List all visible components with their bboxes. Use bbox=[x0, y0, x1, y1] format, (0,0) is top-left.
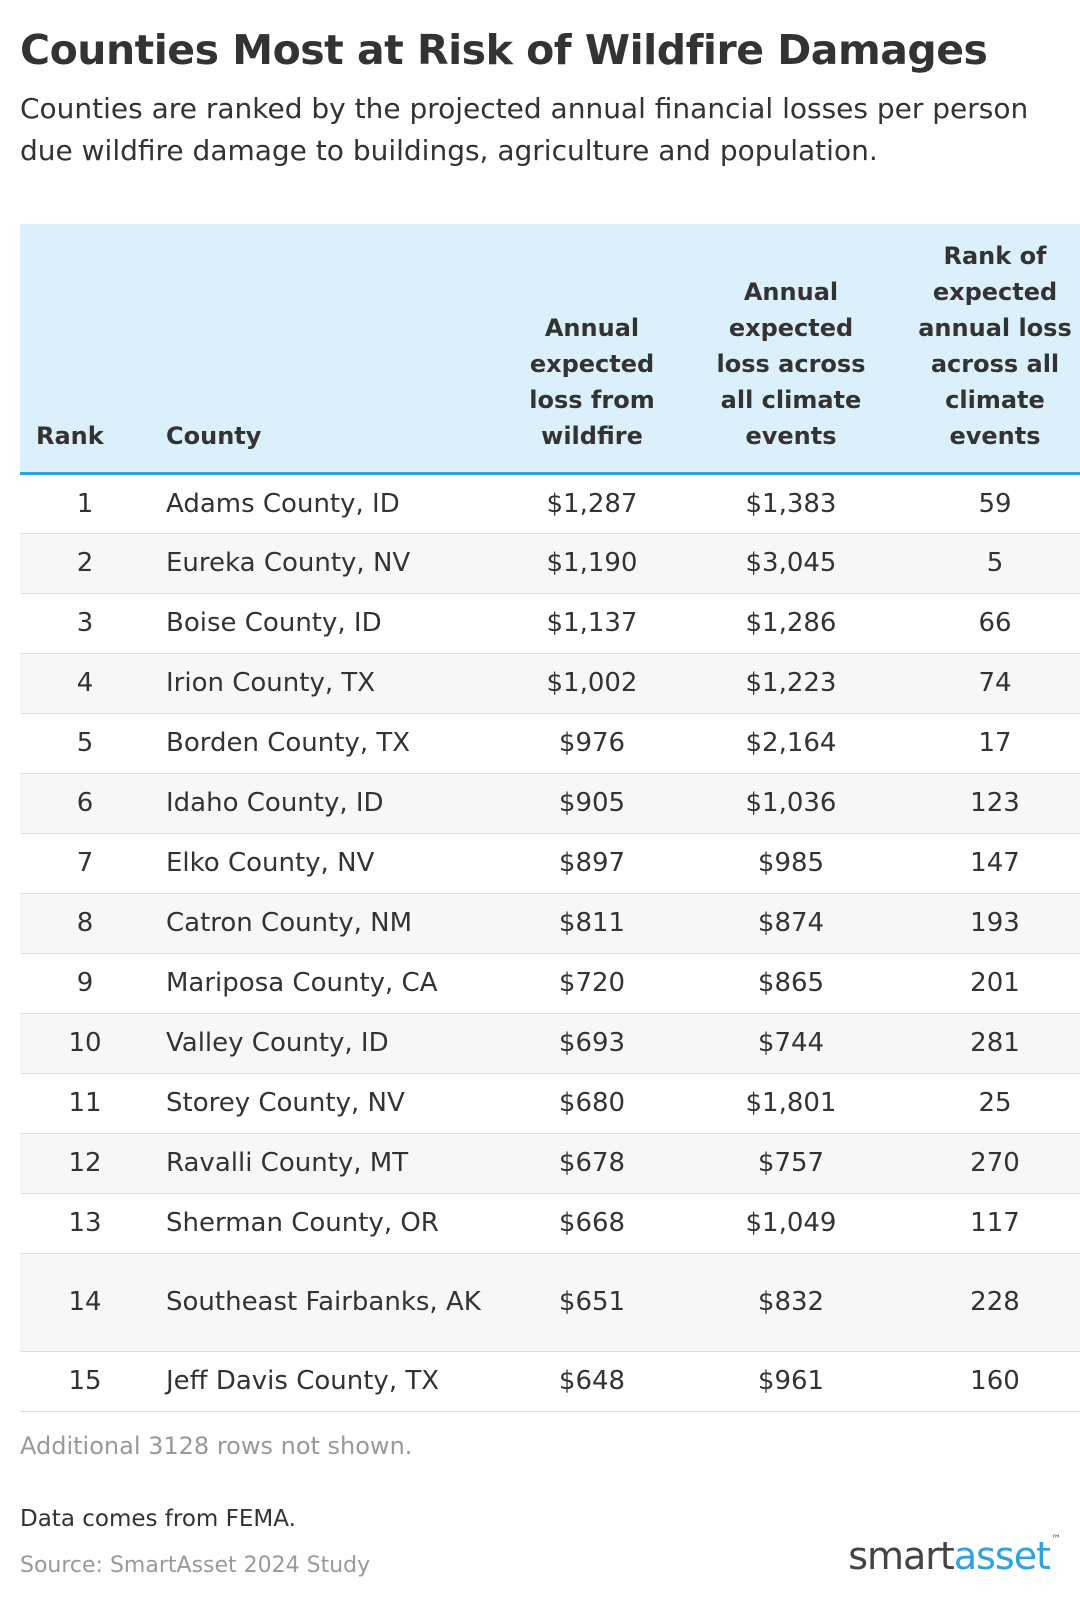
cell-climate-rank: 147 bbox=[890, 833, 1080, 893]
cell-wildfire-loss: $905 bbox=[492, 773, 692, 833]
column-header-wildfire-loss: Annual expected loss from wildfire bbox=[492, 224, 692, 473]
table-row bbox=[20, 1351, 1080, 1411]
cell-wildfire-loss: $648 bbox=[492, 1351, 692, 1411]
cell-climate-rank: 270 bbox=[890, 1133, 1080, 1193]
cell-rank: 13 bbox=[20, 1193, 150, 1253]
table-row bbox=[20, 833, 1080, 893]
cell-wildfire-loss: $897 bbox=[492, 833, 692, 893]
cell-county: Sherman County, OR bbox=[150, 1193, 492, 1253]
chart-subtitle: Counties are ranked by the projected annual financial losses per person due wildfire damage to buildings, agriculture and population. bbox=[20, 92, 1029, 167]
table-row bbox=[20, 473, 1080, 533]
cell-wildfire-loss: $678 bbox=[492, 1133, 692, 1193]
cell-climate-rank: 193 bbox=[890, 893, 1080, 953]
cell-rank: 6 bbox=[20, 773, 150, 833]
cell-wildfire-loss: $1,137 bbox=[492, 593, 692, 653]
column-header-rank: Rank bbox=[20, 224, 150, 473]
cell-county: Storey County, NV bbox=[150, 1073, 492, 1133]
table-body bbox=[20, 473, 1080, 1411]
cell-all-climate-loss: $2,164 bbox=[692, 713, 890, 773]
cell-all-climate-loss: $832 bbox=[692, 1253, 890, 1351]
cell-county: Jeff Davis County, TX bbox=[150, 1351, 492, 1411]
cell-county: Boise County, ID bbox=[150, 593, 492, 653]
chart-title: Counties Most at Risk of Wildfire Damages bbox=[20, 26, 988, 74]
cell-rank: 9 bbox=[20, 953, 150, 1013]
cell-climate-rank: 66 bbox=[890, 593, 1080, 653]
cell-rank: 10 bbox=[20, 1013, 150, 1073]
source-credit: Source: SmartAsset 2024 Study bbox=[20, 1553, 371, 1578]
cell-county: Southeast Fairbanks, AK bbox=[150, 1253, 492, 1351]
cell-climate-rank: 25 bbox=[890, 1073, 1080, 1133]
table-row bbox=[20, 653, 1080, 713]
table-row bbox=[20, 593, 1080, 653]
cell-county: Adams County, ID bbox=[150, 473, 492, 533]
cell-rank: 2 bbox=[20, 533, 150, 593]
table-row bbox=[20, 1253, 1080, 1351]
cell-all-climate-loss: $874 bbox=[692, 893, 890, 953]
cell-rank: 8 bbox=[20, 893, 150, 953]
cell-wildfire-loss: $668 bbox=[492, 1193, 692, 1253]
cell-all-climate-loss: $1,049 bbox=[692, 1193, 890, 1253]
cell-climate-rank: 117 bbox=[890, 1193, 1080, 1253]
cell-county: Ravalli County, MT bbox=[150, 1133, 492, 1193]
cell-county: Catron County, NM bbox=[150, 893, 492, 953]
cell-climate-rank: 160 bbox=[890, 1351, 1080, 1411]
table-row bbox=[20, 1073, 1080, 1133]
cell-wildfire-loss: $976 bbox=[492, 713, 692, 773]
cell-rank: 4 bbox=[20, 653, 150, 713]
cell-rank: 12 bbox=[20, 1133, 150, 1193]
cell-wildfire-loss: $1,002 bbox=[492, 653, 692, 713]
cell-climate-rank: 74 bbox=[890, 653, 1080, 713]
column-header-county: County bbox=[150, 224, 492, 473]
table-row bbox=[20, 1133, 1080, 1193]
column-header-all-climate-loss: Annual expected loss across all climate events bbox=[692, 224, 890, 473]
cell-all-climate-loss: $744 bbox=[692, 1013, 890, 1073]
smartasset-logo bbox=[848, 1534, 1060, 1578]
cell-climate-rank: 59 bbox=[890, 473, 1080, 533]
cell-rank: 1 bbox=[20, 473, 150, 533]
table-row bbox=[20, 1193, 1080, 1253]
cell-all-climate-loss: $985 bbox=[692, 833, 890, 893]
cell-climate-rank: 201 bbox=[890, 953, 1080, 1013]
cell-all-climate-loss: $961 bbox=[692, 1351, 890, 1411]
cell-wildfire-loss: $651 bbox=[492, 1253, 692, 1351]
cell-wildfire-loss: $1,190 bbox=[492, 533, 692, 593]
table-row bbox=[20, 713, 1080, 773]
cell-rank: 7 bbox=[20, 833, 150, 893]
cell-wildfire-loss: $1,287 bbox=[492, 473, 692, 533]
cell-county: Borden County, TX bbox=[150, 713, 492, 773]
cell-rank: 5 bbox=[20, 713, 150, 773]
column-header-climate-rank: Rank of expected annual loss across all climate events bbox=[890, 224, 1080, 473]
cell-rank: 14 bbox=[20, 1253, 150, 1351]
cell-rank: 15 bbox=[20, 1351, 150, 1411]
cell-all-climate-loss: $757 bbox=[692, 1133, 890, 1193]
cell-wildfire-loss: $680 bbox=[492, 1073, 692, 1133]
cell-wildfire-loss: $693 bbox=[492, 1013, 692, 1073]
cell-wildfire-loss: $720 bbox=[492, 953, 692, 1013]
cell-all-climate-loss: $865 bbox=[692, 953, 890, 1013]
cell-wildfire-loss: $811 bbox=[492, 893, 692, 953]
cell-climate-rank: 281 bbox=[890, 1013, 1080, 1073]
table-row bbox=[20, 533, 1080, 593]
data-source-note: Data comes from FEMA. bbox=[20, 1506, 296, 1532]
logo-trademark: ™ bbox=[1051, 1534, 1060, 1545]
cell-county: Irion County, TX bbox=[150, 653, 492, 713]
cell-all-climate-loss: $1,383 bbox=[692, 473, 890, 533]
rows-not-shown-note: Additional 3128 rows not shown. bbox=[20, 1432, 413, 1460]
cell-county: Mariposa County, CA bbox=[150, 953, 492, 1013]
table-row bbox=[20, 773, 1080, 833]
cell-county: Eureka County, NV bbox=[150, 533, 492, 593]
cell-all-climate-loss: $1,286 bbox=[692, 593, 890, 653]
cell-rank: 3 bbox=[20, 593, 150, 653]
cell-climate-rank: 228 bbox=[890, 1253, 1080, 1351]
table-row bbox=[20, 893, 1080, 953]
data-table bbox=[20, 224, 1080, 1412]
table-row bbox=[20, 953, 1080, 1013]
logo-text-smart: smart bbox=[848, 1534, 954, 1578]
cell-county: Elko County, NV bbox=[150, 833, 492, 893]
cell-county: Idaho County, ID bbox=[150, 773, 492, 833]
cell-county: Valley County, ID bbox=[150, 1013, 492, 1073]
cell-all-climate-loss: $1,801 bbox=[692, 1073, 890, 1133]
cell-all-climate-loss: $1,036 bbox=[692, 773, 890, 833]
cell-climate-rank: 5 bbox=[890, 533, 1080, 593]
cell-rank: 11 bbox=[20, 1073, 150, 1133]
logo-text-asset: asset bbox=[953, 1534, 1050, 1578]
cell-all-climate-loss: $1,223 bbox=[692, 653, 890, 713]
cell-climate-rank: 17 bbox=[890, 713, 1080, 773]
cell-all-climate-loss: $3,045 bbox=[692, 533, 890, 593]
table-header-row bbox=[20, 224, 1080, 473]
table-row bbox=[20, 1013, 1080, 1073]
cell-climate-rank: 123 bbox=[890, 773, 1080, 833]
